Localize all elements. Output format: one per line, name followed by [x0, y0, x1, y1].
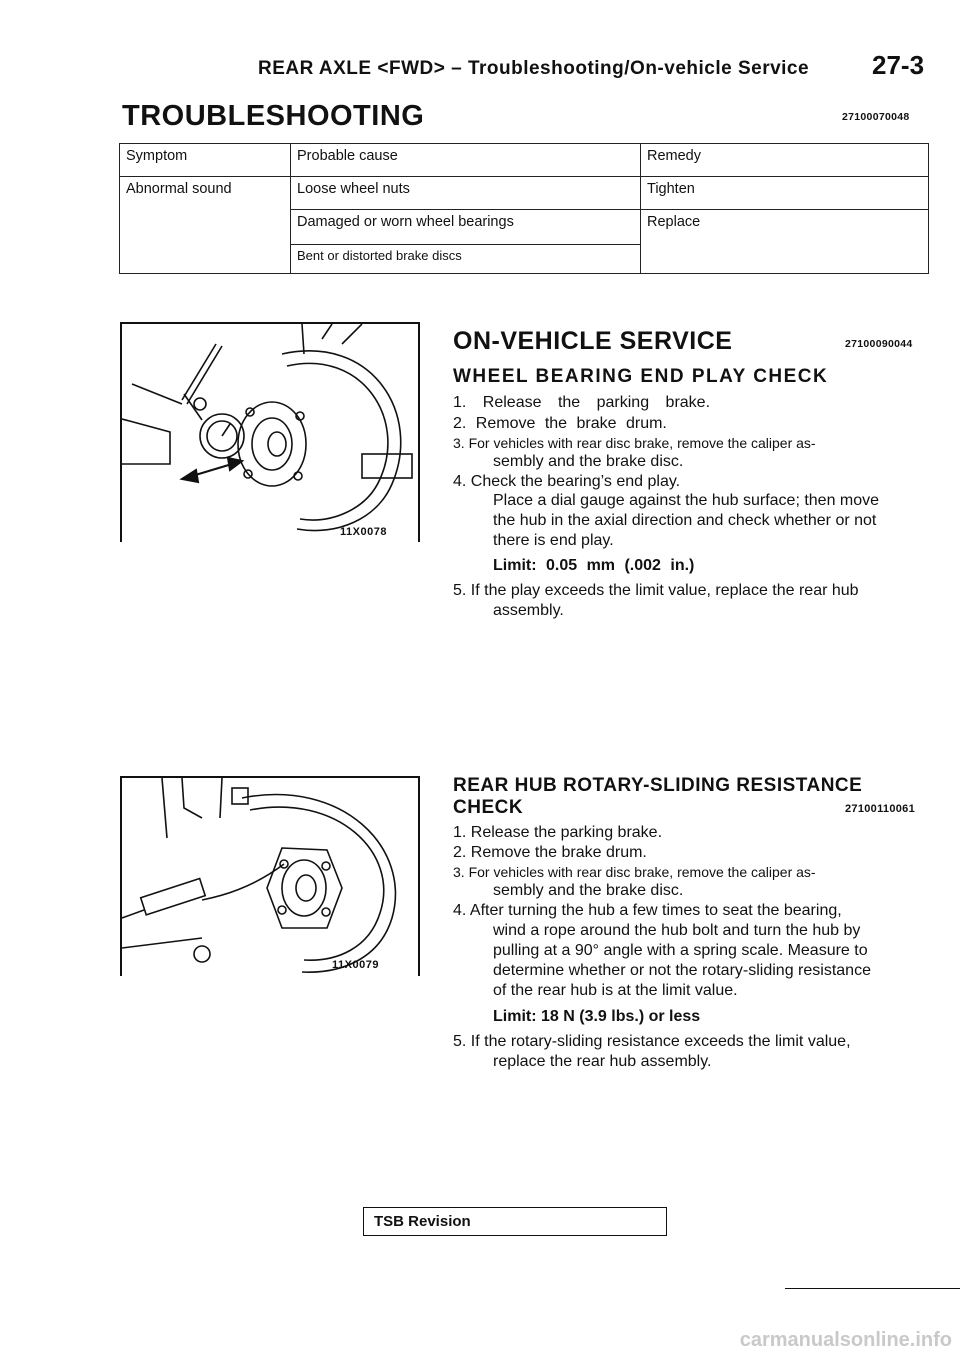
tsb-revision-label: TSB Revision — [374, 1213, 471, 1230]
rotary-limit: Limit: 18 N (3.9 lbs.) or less — [493, 1008, 701, 1025]
cause-cell: Loose wheel nuts — [291, 177, 641, 210]
end-play-limit: Limit: 0.05 mm (.002 in.) — [493, 557, 695, 574]
troubleshooting-code: 27100070048 — [842, 111, 910, 123]
troubleshooting-title: TROUBLESHOOTING — [122, 100, 425, 132]
figure-end-play-check — [120, 322, 420, 542]
rotary-step-5-cont: replace the rear hub assembly. — [493, 1053, 712, 1070]
end-play-step-4-detail: the hub in the axial direction and check whether or not — [493, 512, 877, 529]
rotary-step-4-detail: determine whether or not the rotary-sliding resistance — [493, 962, 871, 979]
rotary-step-4: 4. After turning the hub a few times to seat the bearing, — [453, 902, 842, 919]
figure-rotary-resistance-check — [120, 776, 420, 976]
axial-direction-arrow-icon — [182, 458, 242, 482]
rotary-code: 27100110061 — [845, 803, 915, 815]
on-vehicle-service-title: ON-VEHICLE SERVICE — [453, 327, 733, 355]
end-play-step-4-detail: there is end play. — [493, 532, 614, 549]
end-play-step-3-cont: sembly and the brake disc. — [493, 453, 684, 470]
rotary-step-3-cont: sembly and the brake disc. — [493, 882, 684, 899]
column-header-remedy: Remedy — [641, 144, 929, 177]
tsb-revision-box — [363, 1207, 667, 1236]
end-play-step-4: 4. Check the bearing’s end play. — [453, 473, 681, 490]
table-header-row — [120, 144, 929, 177]
rotary-step-1: 1. Release the parking brake. — [453, 824, 663, 841]
end-play-heading: WHEEL BEARING END PLAY CHECK — [453, 366, 829, 387]
end-play-step-5-cont: assembly. — [493, 602, 564, 619]
end-play-step-2: 2. Remove the brake drum. — [453, 415, 667, 432]
watermark: carmanualsonline.info — [739, 1329, 952, 1351]
remedy-cell: Tighten — [641, 177, 929, 210]
end-play-step-4-detail: Place a dial gauge against the hub surface; then move — [493, 492, 880, 509]
end-play-step-5: 5. If the play exceeds the limit value, replace the rear hub — [453, 582, 859, 599]
column-header-symptom: Symptom — [120, 144, 291, 177]
rotary-step-2: 2. Remove the brake drum. — [453, 844, 647, 861]
rotary-step-4-detail: of the rear hub is at the limit value. — [493, 982, 738, 999]
rotary-step-5: 5. If the rotary-sliding resistance exceeds the limit value, — [453, 1033, 851, 1050]
remedy-cell: Replace — [641, 210, 929, 274]
end-play-step-1: 1. Release the parking brake. — [453, 394, 711, 411]
rotary-step-4-detail: pulling at a 90° angle with a spring scale. Measure to — [493, 942, 868, 959]
rotary-heading: REAR HUB ROTARY-SLIDING RESISTANCE — [453, 775, 863, 796]
rotary-heading-cont: CHECK — [453, 797, 524, 818]
footer-divider — [785, 1288, 960, 1289]
cause-cell: Bent or distorted brake discs — [291, 245, 641, 274]
cause-cell: Damaged or worn wheel bearings — [291, 210, 641, 245]
hub-dial-gauge-illustration — [122, 324, 418, 542]
table-row — [120, 177, 929, 210]
on-vehicle-service-code: 27100090044 — [845, 338, 913, 350]
symptom-cell: Abnormal sound — [120, 177, 291, 274]
rotary-step-4-detail: wind a rope around the hub bolt and turn the hub by — [493, 922, 861, 939]
rotary-step-3: 3. For vehicles with rear disc brake, remove the caliper as- — [453, 864, 816, 880]
figure-label: 11X0079 — [332, 959, 379, 971]
end-play-step-3: 3. For vehicles with rear disc brake, remove the caliper as- — [453, 435, 816, 451]
figure-label: 11X0078 — [340, 526, 387, 538]
section-header: REAR AXLE <FWD> – Troubleshooting/On-vehicle Service — [258, 58, 810, 79]
troubleshooting-table — [119, 143, 929, 274]
column-header-cause: Probable cause — [291, 144, 641, 177]
page-number: 27-3 — [872, 50, 925, 80]
hub-spring-scale-illustration — [122, 778, 418, 976]
